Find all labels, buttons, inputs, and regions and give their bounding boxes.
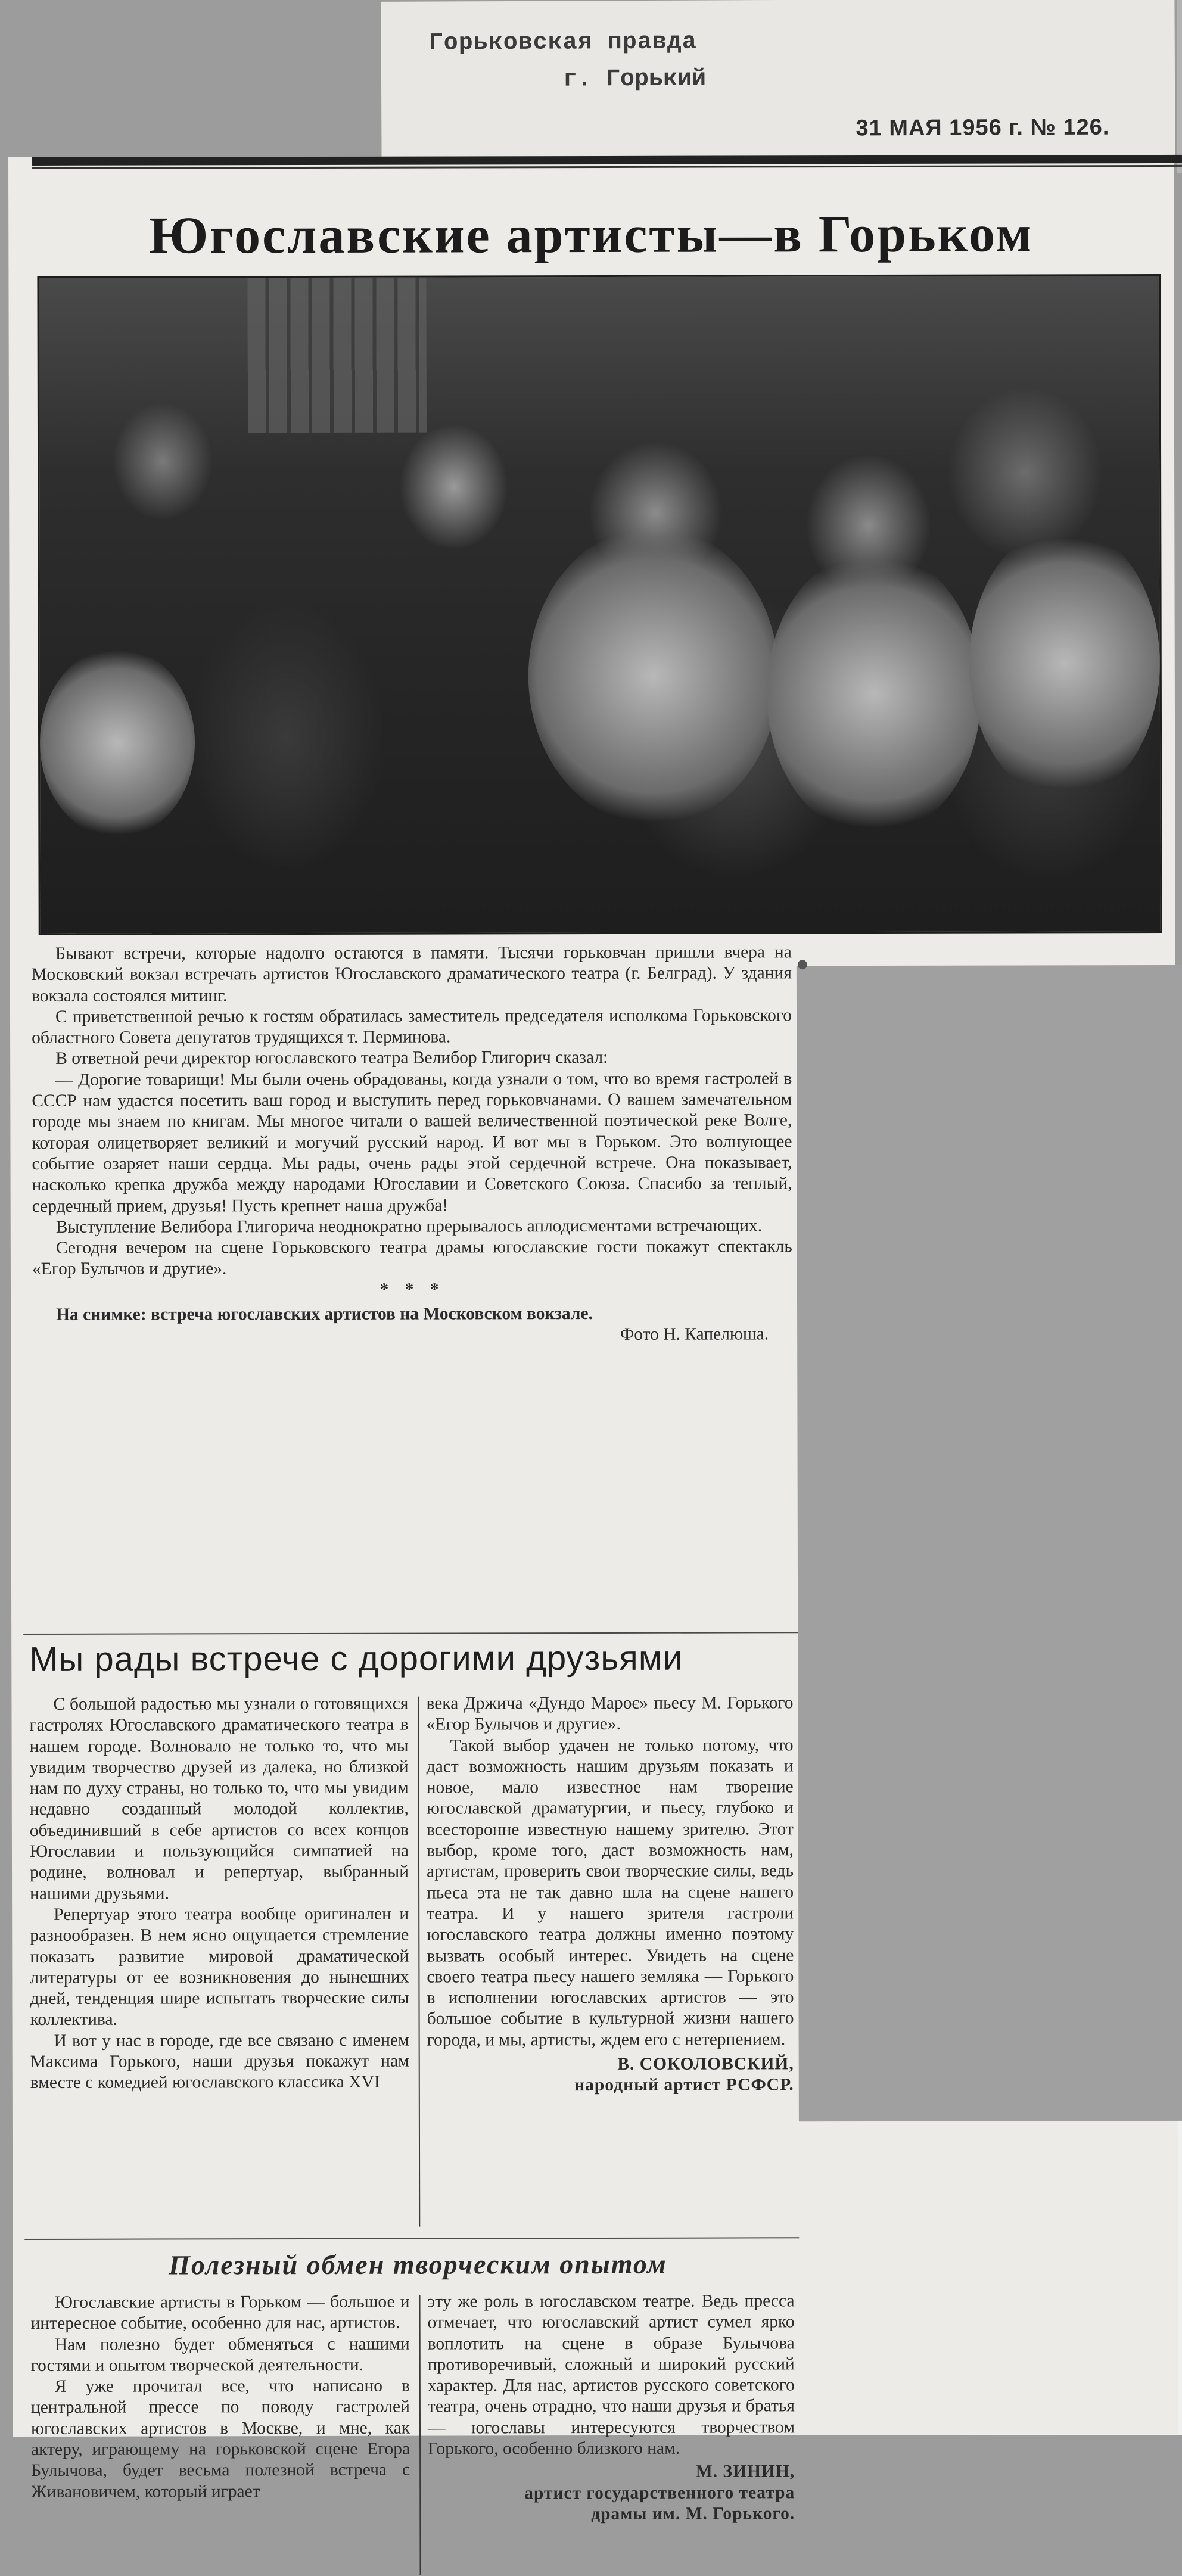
photo-bouquet — [40, 647, 195, 838]
article1-paragraph: Бывают встречи, которые надолго остаются в памяти. Тысячи горьковчан пришли вчера на Московский вокзал встречать артистов Югославского драматического театра (г. Белград). У здания вокзала состоялся митинг. — [31, 942, 792, 1006]
article2-left-column — [29, 1694, 409, 2094]
section-divider — [24, 2237, 799, 2240]
article1-paragraph: Сегодня вечером на сцене Горьковского театра драмы югославские гости покажут спектакль «Егор Булычов и другие». — [32, 1237, 792, 1279]
top-rule — [32, 155, 1182, 166]
article2-paragraph: Такой выбор удачен не только потому, что даст возможность нашим друзьям показать и новое, мало известное нам творение югославской драматургии, и пьесу, глубоко и всесторонне известную нашему зрителю. Этот выбор, кроме того, даст возможность нам, артистам, проверить свои творческие силы, ведь пьеса эта не так давно шла на сцене нашего театра. И у нашего зрителя гастроли югославского театра должны именно поэтому вызвать особый интерес. Увидеть на сцене своего театра пьесу нашего земляка — Горького в исполнении югославских артистов — это большое событие в культурной жизни нашего города, и мы, артисты, ждем его с нетерпением. — [426, 1735, 794, 2050]
photo-bouquet — [969, 526, 1160, 801]
article3-author-title: артист государственного театра — [524, 2482, 795, 2503]
article2-paragraph: Репертуар этого театра вообще оригинален и разнообразен. В нем ясно ощущается стремление показать развитие мировой драматической литературы от ее возникновения до нынешних дней, тенденция шире испытать творческие силы коллектива. — [30, 1904, 409, 2030]
photo-bouquet — [766, 550, 981, 837]
photo-credit: Фото Н. Капелюша. — [620, 1324, 769, 1345]
article3-paragraph: Я уже прочитал все, что написано в центральной прессе по поводу гастролей югославских артистов в Москве, и мне, как актеру, играющему на горьковской сцене Егора Булычова, будет весьма полезной встреча с Живановичем, который играет — [30, 2376, 410, 2502]
article3-author-title: драмы им. М. Горького. — [591, 2504, 795, 2524]
article3-right-column — [428, 2291, 795, 2525]
article3-paragraph: эту же роль в югославском театре. Ведь пресса отмечает, что югославский артист сумел ярко воплотить на сцене в образе Булычова противоречивый, сложный и широкий русский характер. Для нас, артистов русского советского театра, очень отрадно, что наши друзья и братья — югославы интересуются творчеством Горького, особенно близкого нам. — [427, 2291, 795, 2459]
article1-paragraph: С приветственной речью к гостям обратилась заместитель председателя исполкома Горьковского областного Совета депутатов трудящихся т. Перминова. — [32, 1006, 792, 1048]
separator-stars: * * * — [380, 1280, 445, 1299]
photo-caption: На снимке: встреча югославских артистов на Московском вокзале. — [56, 1304, 593, 1324]
photo-door — [247, 278, 427, 433]
article1-body — [32, 942, 792, 1346]
top-rule-thin — [32, 165, 1182, 169]
pin-hole — [798, 960, 807, 969]
article3-paragraph: Нам полезно будет обменяться с нашими гостями и опытом творческой деятельности. — [30, 2334, 410, 2375]
article1-paragraph: — Дорогие товарищи! Мы были очень обрадованы, когда узнали о том, что во время гастролей в СССР нам удастся посетить ваш город и выступить перед горьковчанами. О вашем замечательном городе мы знаем по книгам. Мы многое читали о вашей величественной поэтической реке Волге, которая олицетворяет великий и могучий русский народ. И вот мы в Горьком. Это волнующее событие озаряет наши сердца. Мы рады, очень рады этой сердечной встрече. Она показывает, насколько крепка дружба между народами Югославии и Советского Союза. Спасибо за теплый, сердечный прием, друзья! Пусть крепнет наша дружба! — [32, 1069, 792, 1216]
article2-author: В. СОКОЛОВСКИЙ, — [617, 2054, 794, 2074]
article3-author: М. ЗИНИН, — [695, 2462, 795, 2482]
photo-bouquet — [528, 527, 779, 825]
article3-paragraph: Югославские артисты в Горьком — большое и интересное событие, особенно для нас, артистов. — [30, 2292, 410, 2334]
article2-paragraph: С большой радостью мы узнали о готовящихся гастролях Югославского драматического театра в нашем городе. Волновало не только то, что мы увидим творчество друзей из далека, но близкой нам по духу страны, но только то, что мы увидим недавно созданный молодой коллектив, объединивший в себе артистов со всех концов Югославии и пользующийся симпатией на родине, волновал и репертуар, выбранный нашими друзьями. — [29, 1694, 409, 1903]
article1-headline: Югославские артисты—в Горьком — [149, 205, 1034, 265]
article3-headline: Полезный обмен творческим опытом — [169, 2248, 667, 2281]
article2-author-title: народный артист РСФСР. — [574, 2075, 794, 2095]
background-edge — [1177, 0, 1182, 173]
newspaper-clipping — [8, 155, 1178, 2524]
news-photo — [37, 274, 1162, 935]
article3-left-column — [31, 2292, 410, 2503]
article1-paragraph: Выступление Велибора Глигорича неоднократно прерывалось аплодисментами встречающих. — [55, 1216, 763, 1237]
section-divider — [23, 1632, 798, 1635]
newspaper-stamp — [381, 0, 1175, 161]
issue-dateline: 31 МАЯ 1956 г. № 126. — [856, 114, 1110, 141]
stamp-city: г. Горький — [562, 66, 707, 94]
stamp-newspaper-name: Горьковская правда — [428, 29, 697, 57]
article1-paragraph: В ответной речи директор югославского театра Велибор Глигорич сказал: — [55, 1048, 608, 1069]
article2-headline: Мы рады встрече с дорогими друзьями — [29, 1638, 683, 1679]
article2-paragraph: И вот у нас в городе, где все связано с именем Максима Горького, наши друзья покажут нам вместе с комедией югославского классика XVI — [30, 2030, 409, 2093]
cut-out-area — [797, 965, 1182, 2121]
column-divider — [418, 1697, 420, 2227]
article2-right-column — [426, 1693, 794, 2096]
article2-paragraph: века Држича «Дундо Мароє» пьесу М. Горького «Егор Булычов и другие». — [426, 1693, 794, 1734]
